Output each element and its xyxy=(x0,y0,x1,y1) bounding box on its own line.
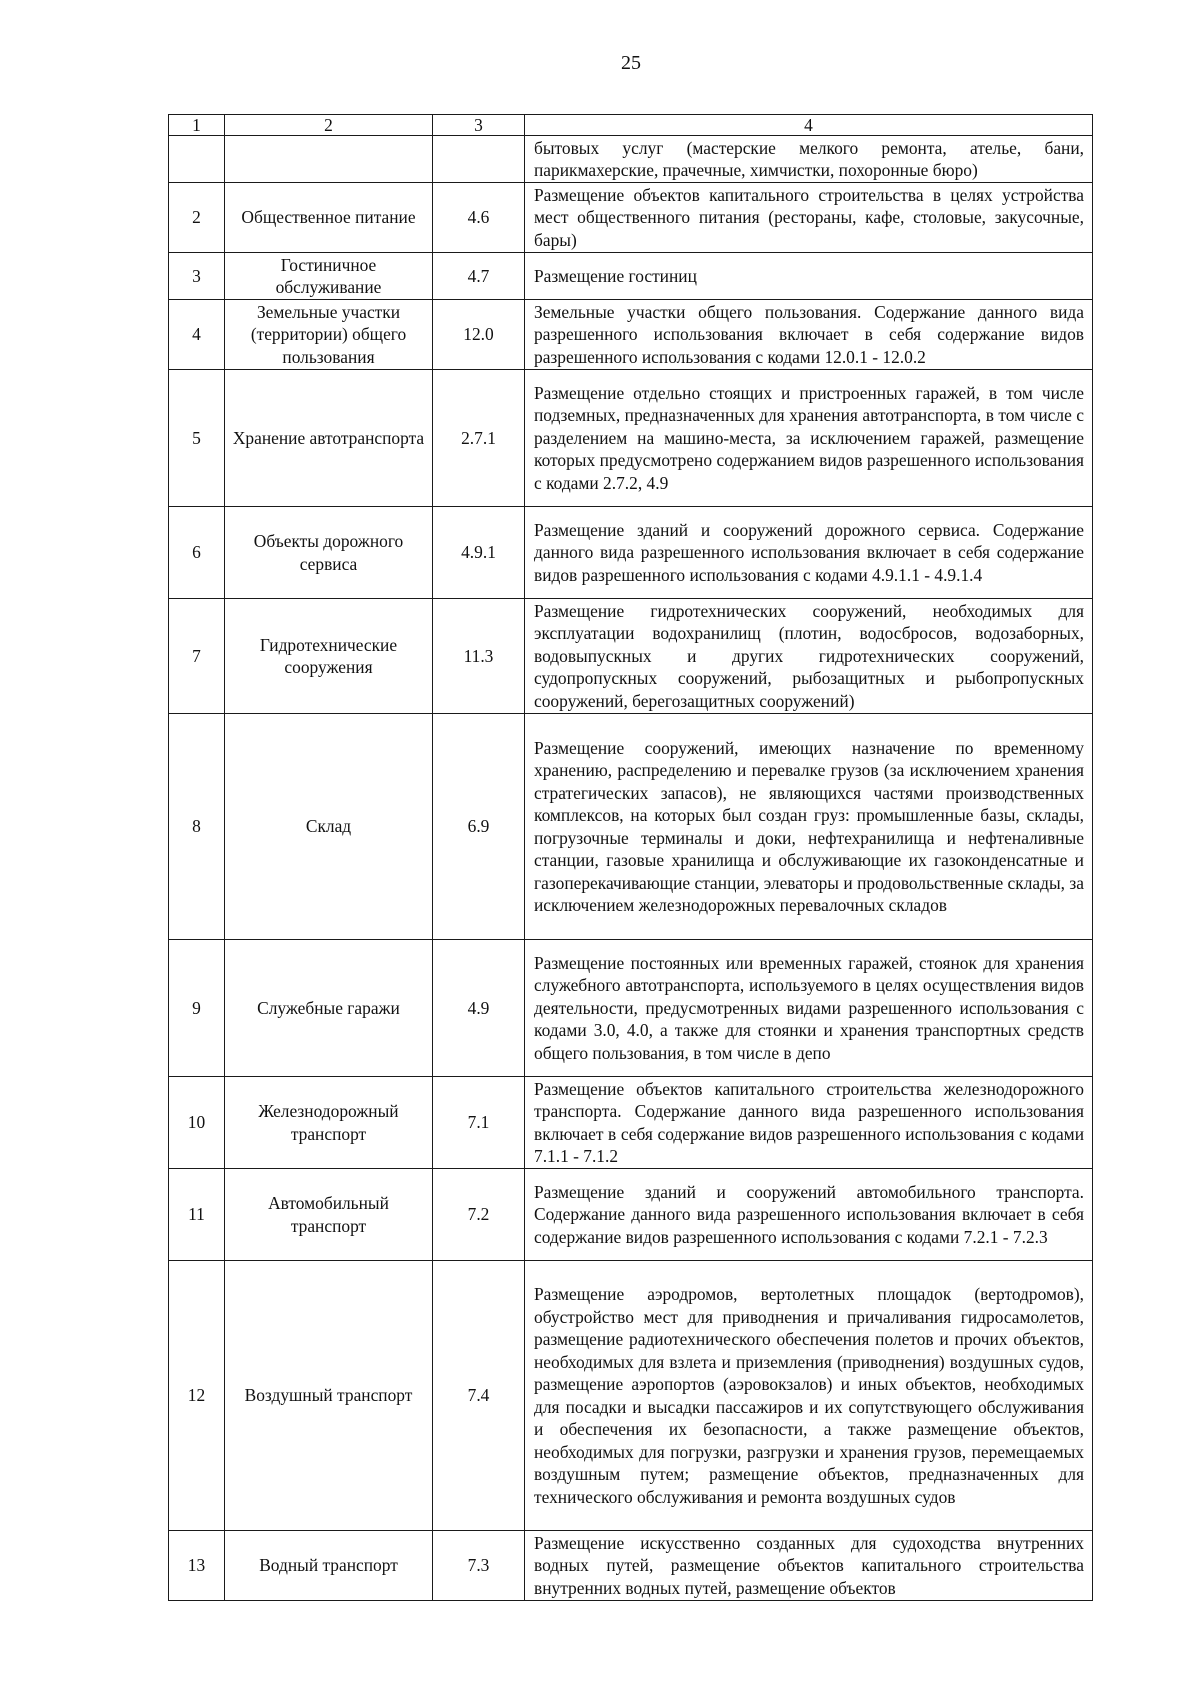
row-description: Размещение отдельно стоящих и пристроенных гаражей, в том числе подземных, предназначенных для хранения автотранспорта, в том числе с разделением на машино-места, за исключением гаражей, размещение которых предусмотрено содержанием видов разрешенного использования с кодами 2.7.2, 4.9 xyxy=(525,370,1093,507)
row-name: Объекты дорожного сервиса xyxy=(225,507,433,599)
row-code: 7.4 xyxy=(433,1261,525,1531)
table-row xyxy=(169,714,1093,940)
land-use-table xyxy=(168,114,1093,1601)
table-row xyxy=(169,253,1093,300)
row-code: 7.2 xyxy=(433,1169,525,1261)
table-row xyxy=(169,136,1093,183)
row-name: Железнодорожный транспорт xyxy=(225,1077,433,1169)
row-description: Размещение объектов капитального строительства железнодорожного транспорта. Содержание данного вида разрешенного использования включает в себя содержание видов разрешенного использования с кодами 7.1.1 - 7.1.2 xyxy=(525,1077,1093,1169)
row-name: Водный транспорт xyxy=(225,1531,433,1601)
row-name: Воздушный транспорт xyxy=(225,1261,433,1531)
row-number: 8 xyxy=(169,714,225,940)
header-col-2: 2 xyxy=(225,115,433,136)
row-number: 7 xyxy=(169,599,225,714)
row-number: 3 xyxy=(169,253,225,300)
row-description: Размещение аэродромов, вертолетных площадок (вертодромов), обустройство мест для приводнения и причаливания гидросамолетов, размещение радиотехнического обеспечения полетов и прочих объектов, необходимых для взлета и приземления (приводнения) воздушных судов, размещение аэропортов (аэровокзалов) и иных объектов, необходимых для посадки и высадки пассажиров и их сопутствующего обслуживания и обеспечения их безопасности, а также размещение объектов, необходимых для погрузки, разгрузки и хранения грузов, перемещаемых воздушным путем; размещение объектов, предназначенных для технического обслуживания и ремонта воздушных судов xyxy=(525,1261,1093,1531)
table-row xyxy=(169,183,1093,253)
row-code: 7.1 xyxy=(433,1077,525,1169)
row-description: Размещение искусственно созданных для судоходства внутренних водных путей, размещение объектов капитального строительства внутренних водных путей, размещение объектов xyxy=(525,1531,1093,1601)
row-number: 6 xyxy=(169,507,225,599)
row-description: Размещение постоянных или временных гаражей, стоянок для хранения служебного автотранспорта, используемого в целях осуществления видов деятельности, предусмотренных видами разрешенного использования с кодами 3.0, 4.0, а также для стоянки и хранения транспортных средств общего пользования, в том числе в депо xyxy=(525,940,1093,1077)
row-name: Хранение автотранспорта xyxy=(225,370,433,507)
table-row xyxy=(169,370,1093,507)
row-number xyxy=(169,136,225,183)
row-code: 4.7 xyxy=(433,253,525,300)
row-number: 10 xyxy=(169,1077,225,1169)
header-col-4: 4 xyxy=(525,115,1093,136)
row-name: Земельные участки (территории) общего пользования xyxy=(225,300,433,370)
row-description: Земельные участки общего пользования. Содержание данного вида разрешенного использования включает в себя содержание видов разрешенного использования с кодами 12.0.1 - 12.0.2 xyxy=(525,300,1093,370)
row-description: Размещение сооружений, имеющих назначение по временному хранению, распределению и перевалке грузов (за исключением хранения стратегических запасов), не являющихся частями производственных комплексов, на которых был создан груз: промышленные базы, склады, погрузочные терминалы и доки, нефтехранилища и нефтеналивные станции, газовые хранилища и обслуживающие их газоконденсатные и газоперекачивающие станции, элеваторы и продовольственные склады, за исключением железнодорожных перевалочных складов xyxy=(525,714,1093,940)
row-description: Размещение гидротехнических сооружений, необходимых для эксплуатации водохранилищ (плотин, водосбросов, водозаборных, водовыпускных и других гидротехнических сооружений, судопропускных сооружений, рыбозащитных и рыбопропускных сооружений, берегозащитных сооружений) xyxy=(525,599,1093,714)
row-code: 4.9 xyxy=(433,940,525,1077)
table-row xyxy=(169,1531,1093,1601)
table-row xyxy=(169,1261,1093,1531)
table-row xyxy=(169,1077,1093,1169)
table-row xyxy=(169,940,1093,1077)
header-row xyxy=(169,115,1093,136)
header-col-1: 1 xyxy=(169,115,225,136)
row-number: 5 xyxy=(169,370,225,507)
row-number: 11 xyxy=(169,1169,225,1261)
row-number: 4 xyxy=(169,300,225,370)
table-row xyxy=(169,300,1093,370)
header-col-3: 3 xyxy=(433,115,525,136)
page-number: 25 xyxy=(621,52,641,74)
row-number: 2 xyxy=(169,183,225,253)
table-row xyxy=(169,599,1093,714)
row-name: Общественное питание xyxy=(225,183,433,253)
row-name: Служебные гаражи xyxy=(225,940,433,1077)
row-code: 6.9 xyxy=(433,714,525,940)
row-code: 11.3 xyxy=(433,599,525,714)
row-name xyxy=(225,136,433,183)
row-description: Размещение зданий и сооружений дорожного сервиса. Содержание данного вида разрешенного использования включает в себя содержание видов разрешенного использования с кодами 4.9.1.1 - 4.9.1.4 xyxy=(525,507,1093,599)
row-code: 7.3 xyxy=(433,1531,525,1601)
row-code xyxy=(433,136,525,183)
row-description: бытовых услуг (мастерские мелкого ремонта, ателье, бани, парикмахерские, прачечные, химчистки, похоронные бюро) xyxy=(525,136,1093,183)
row-name: Автомобильный транспорт xyxy=(225,1169,433,1261)
row-number: 12 xyxy=(169,1261,225,1531)
row-code: 4.9.1 xyxy=(433,507,525,599)
row-code: 12.0 xyxy=(433,300,525,370)
row-code: 4.6 xyxy=(433,183,525,253)
table-row xyxy=(169,507,1093,599)
row-name: Гостиничное обслуживание xyxy=(225,253,433,300)
row-number: 9 xyxy=(169,940,225,1077)
row-name: Склад xyxy=(225,714,433,940)
row-description: Размещение гостиниц xyxy=(525,253,1093,300)
row-description: Размещение объектов капитального строительства в целях устройства мест общественного питания (рестораны, кафе, столовые, закусочные, бары) xyxy=(525,183,1093,253)
row-description: Размещение зданий и сооружений автомобильного транспорта. Содержание данного вида разрешенного использования включает в себя содержание видов разрешенного использования с кодами 7.2.1 - 7.2.3 xyxy=(525,1169,1093,1261)
row-name: Гидротехнические сооружения xyxy=(225,599,433,714)
row-code: 2.7.1 xyxy=(433,370,525,507)
table-row xyxy=(169,1169,1093,1261)
row-number: 13 xyxy=(169,1531,225,1601)
